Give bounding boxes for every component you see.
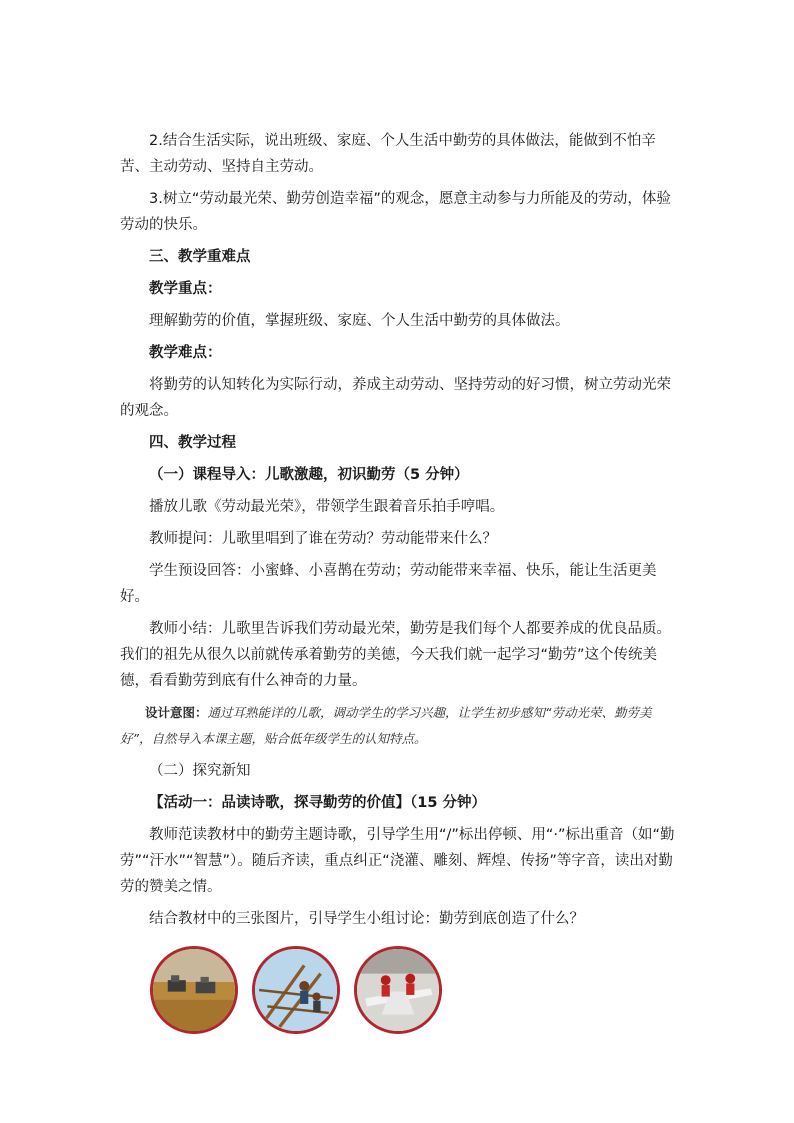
section-1-para-1: 播放儿歌《劳动最光荣》，带领学生跟着音乐拍手哼唱。 <box>149 499 505 515</box>
key-point-label: 教学重点： <box>149 281 222 297</box>
activity-1-title: 【活动一：品读诗歌，探寻勤劳的价值】（15 分钟） <box>149 795 486 811</box>
heading-teaching-process: 四、教学过程 <box>149 435 236 451</box>
harvester-field-photo <box>150 946 238 1034</box>
objective-2: 2.结合生活实际，说出班级、家庭、个人生活中勤劳的具体做法，能做到不怕辛苦、主动劳动、坚持自主劳动。 <box>120 133 656 175</box>
activity-1-para-1: 教师范读教材中的勤劳主题诗歌，引导学生用“/”标出停顿、用“·”标出重音（如“勤劳”“汗水”“智慧”）。随后齐读，重点纠正“浇灌、雕刻、辉煌、传扬”等字音，读出对勤劳的赞美之情。 <box>120 827 675 895</box>
image-row <box>120 946 680 1034</box>
design-intent-text: 通过耳熟能详的儿歌，调动学生的学习兴趣，让学生初步感知“劳动光荣、勤劳美好”，自然导入本课主题，贴合低年级学生的认知特点。 <box>120 705 652 746</box>
section-1-title: （一）课程导入：儿歌激趣，初识勤劳（5 分钟） <box>149 467 469 483</box>
difficult-point-text: 将勤劳的认知转化为实际行动，养成主动劳动、坚持劳动的好习惯，树立劳动光荣的观念。 <box>120 377 671 419</box>
section-2-title: （二）探究新知 <box>149 763 251 779</box>
section-1-para-3: 学生预设回答：小蜜蜂、小喜鹊在劳动；劳动能带来幸福、快乐，能让生活更美好。 <box>120 563 657 605</box>
document-body <box>120 128 680 1034</box>
construction-workers-photo <box>252 946 340 1034</box>
section-1-para-4: 教师小结：儿歌里告诉我们劳动最光荣，勤劳是我们每个人都要养成的优良品质。我们的祖先从很久以前就传承着勤劳的美德，今天我们就一起学习“勤劳”这个传统美德，看看勤劳到底有什么神奇的力量。 <box>120 621 671 689</box>
objective-3: 3.树立“劳动最光荣、勤劳创造幸福”的观念，愿意主动参与力所能及的劳动，体验劳动的快乐。 <box>120 191 671 233</box>
key-point-text: 理解勤劳的价值，掌握班级、家庭、个人生活中勤劳的具体做法。 <box>149 313 570 329</box>
activity-1-para-2: 结合教材中的三张图片，引导学生小组讨论：勤劳到底创造了什么？ <box>149 911 584 927</box>
design-intent <box>120 700 680 752</box>
difficult-point-label: 教学难点： <box>149 345 222 361</box>
section-1-para-2: 教师提问：儿歌里唱到了谁在劳动？劳动能带来什么？ <box>149 531 497 547</box>
aircraft-assembly-photo <box>354 946 442 1034</box>
design-intent-label: 设计意图： <box>145 705 208 720</box>
heading-key-difficult: 三、教学重难点 <box>149 249 251 265</box>
